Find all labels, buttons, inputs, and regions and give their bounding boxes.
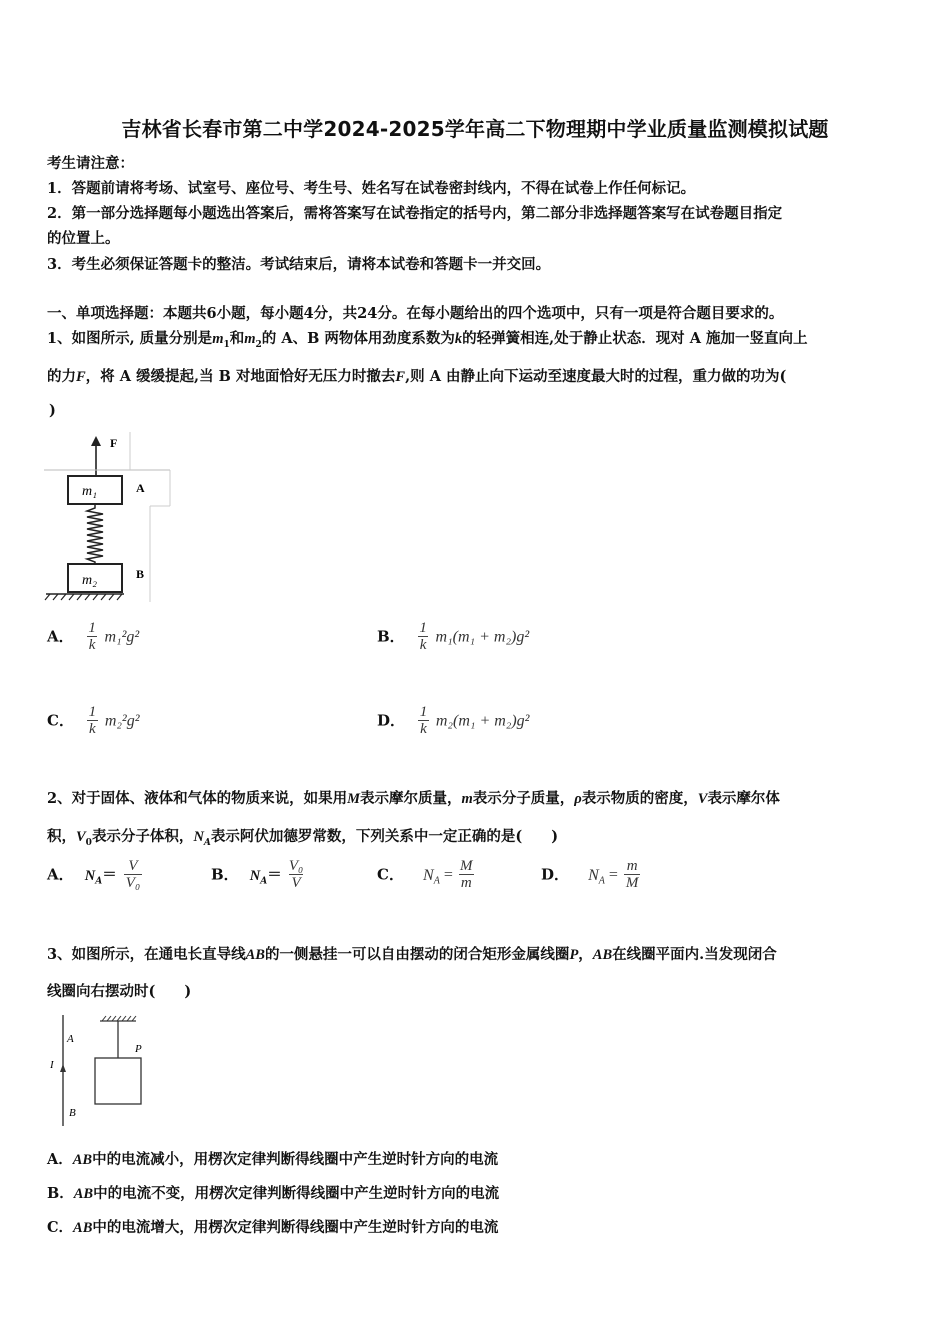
option-lhs: N xyxy=(588,866,599,884)
q2-text: 积， xyxy=(47,828,76,845)
ceiling-hatch xyxy=(102,1016,136,1021)
q1-m2-sub: 2 xyxy=(255,339,262,350)
option-label: D． xyxy=(377,711,406,730)
fraction-num: m xyxy=(626,858,638,874)
fraction xyxy=(459,858,474,892)
q3-line1 xyxy=(47,943,777,964)
q2-V: V xyxy=(697,791,708,807)
q2-option-b[interactable] xyxy=(211,858,305,892)
q2-rho: ρ xyxy=(574,791,582,807)
q3-text: ， xyxy=(578,946,593,963)
q3-option-c[interactable] xyxy=(47,1216,498,1237)
option-lhs-sub: A xyxy=(433,875,440,887)
q3-line2: 线圈向右摆动时( ) xyxy=(47,983,192,1000)
q1-line2 xyxy=(47,365,786,386)
q2-text: 表示摩尔质量， xyxy=(360,790,462,807)
notice-item-1: 1．答题前请将考场、试室号、座位号、考生号、姓名写在试卷密封线内，不得在试卷上作任何标记。 xyxy=(47,180,696,197)
q1-F: F xyxy=(395,369,406,385)
label-m1: m₁ xyxy=(82,484,97,499)
option-text: 中的电流减小，用楞次定律判断得线圈中产生逆时针方向的电流 xyxy=(92,1151,499,1168)
q3-AB: AB xyxy=(592,947,613,963)
option-label: B． xyxy=(377,627,405,646)
q2-text: 表示分子质量， xyxy=(472,790,575,807)
option-expr: m₁²g² xyxy=(104,628,140,646)
label-P: P xyxy=(135,1043,142,1055)
fraction xyxy=(624,858,641,892)
option-label: B． xyxy=(211,865,239,884)
q1-line3: ) xyxy=(49,402,56,419)
option-label: D． xyxy=(541,865,570,884)
label-A: A xyxy=(67,1033,74,1045)
option-label: A． xyxy=(47,627,74,646)
q1-m2: m xyxy=(244,331,256,347)
option-eq: = xyxy=(439,866,457,884)
q1-option-a[interactable] xyxy=(47,620,139,654)
fraction-den: M xyxy=(625,875,639,891)
q3-P: P xyxy=(569,947,579,963)
q1-text: 1、如图所示, 质量分别是 xyxy=(47,330,213,347)
q1-m1: m xyxy=(212,331,224,347)
q1-text: 的力 xyxy=(47,368,76,385)
q2-option-c[interactable] xyxy=(377,858,476,892)
option-label: A． xyxy=(47,865,74,884)
option-expr: m₂(m₁ + m₂)g² xyxy=(435,712,530,730)
q1-m1-sub: 1 xyxy=(223,339,230,350)
fraction xyxy=(289,858,303,892)
q2-text: 表示阿伏加德罗常数，下列关系中一定正确的是( ) xyxy=(210,828,559,845)
fraction xyxy=(87,620,98,654)
notice-item-3: 3．考生必须保证答题卡的整洁。考试结束后，请将本试卷和答题卡一并交回。 xyxy=(47,256,551,273)
q2-text: 表示摩尔体 xyxy=(707,790,780,807)
label-m2: m₂ xyxy=(82,573,97,588)
q2-V0: V xyxy=(76,829,86,845)
q2-option-a[interactable] xyxy=(47,858,144,892)
q2-V0-sub: 0 xyxy=(85,837,92,848)
force-arrowhead xyxy=(91,436,101,446)
fraction-num: 1 xyxy=(88,704,97,720)
option-label: C． xyxy=(377,865,404,884)
q1-text: ,则 A 由静止向下运动至速度最大时的过程，重力做的功为( xyxy=(405,368,787,385)
q1-option-c[interactable] xyxy=(47,704,140,738)
option-eq: = xyxy=(604,866,622,884)
option-lhs-sub: A xyxy=(260,876,268,887)
fraction-den: k xyxy=(88,637,96,653)
q2-line2 xyxy=(47,825,558,848)
page-title: 吉林省长春市第二中学2024-2025学年高二下物理期中学业质量监测模拟试题 xyxy=(121,117,829,141)
notice-heading: 考生请注意： xyxy=(47,155,134,172)
label-B: B xyxy=(136,567,145,581)
spring xyxy=(87,504,103,564)
q1-text: ，将 A 缓缓提起,当 B 对地面恰好无压力时撤去 xyxy=(85,368,396,385)
option-expr: m₂²g² xyxy=(104,712,140,730)
fraction-num: M xyxy=(460,858,473,874)
option-ab: AB xyxy=(72,1152,93,1168)
q3-option-b[interactable] xyxy=(47,1182,499,1203)
section-heading: 一、单项选择题：本题共6小题，每小题4分，共24分。在每小题给出的四个选项中，只有一项是符合题目要求的。 xyxy=(47,305,784,322)
option-label: C． xyxy=(47,1219,74,1236)
q1-text: 的轻弹簧相连,处于静止状态．现对 A 施加一竖直向上 xyxy=(462,330,808,347)
q1-F: F xyxy=(76,369,86,385)
option-lhs: N xyxy=(249,867,261,884)
option-eq: ＝ xyxy=(267,866,282,884)
current-arrow xyxy=(60,1064,66,1072)
q1-option-d[interactable] xyxy=(377,704,529,738)
fraction xyxy=(87,704,98,738)
fraction-den: k xyxy=(89,721,96,737)
option-lhs: N xyxy=(84,867,96,884)
option-text: 中的电流不变，用楞次定律判断得线圈中产生逆时针方向的电流 xyxy=(93,1185,500,1202)
option-ab: AB xyxy=(73,1220,93,1236)
q1-text: 的 A、B 两物体用劲度系数为 xyxy=(261,330,455,347)
ground-hatch xyxy=(45,594,122,600)
fraction-num: 1 xyxy=(419,704,428,720)
q3-AB: AB xyxy=(245,947,265,963)
fraction-num: V xyxy=(128,858,138,874)
option-lhs: N xyxy=(423,866,434,884)
q2-NA: N xyxy=(193,829,204,845)
fraction xyxy=(418,704,429,738)
q1-figure xyxy=(44,432,174,604)
q2-m: m xyxy=(461,791,473,807)
fraction-den: m xyxy=(460,875,472,891)
option-lhs-sub: A xyxy=(598,875,605,887)
fraction-den: k xyxy=(420,721,427,737)
coil-P xyxy=(95,1058,141,1104)
fraction-num: V₀ xyxy=(288,858,304,874)
option-label: A． xyxy=(47,1151,73,1168)
q3-text: 的一侧悬挂一可以自由摆动的闭合矩形金属线圈 xyxy=(264,946,570,963)
q3-option-a[interactable] xyxy=(47,1148,498,1169)
fraction xyxy=(124,858,142,892)
option-lhs-sub: A xyxy=(95,876,103,887)
q1-and: 和 xyxy=(229,330,245,347)
fraction-den: V xyxy=(291,875,301,891)
q3-figure xyxy=(44,1012,154,1130)
q2-option-d[interactable] xyxy=(541,858,642,892)
q2-text: 表示物质的密度， xyxy=(581,790,698,807)
option-eq: ＝ xyxy=(102,866,117,884)
fraction xyxy=(418,620,429,654)
q2-line1 xyxy=(47,787,780,808)
option-label: B． xyxy=(47,1185,74,1202)
q2-text: 2、对于固体、液体和气体的物质来说，如果用 xyxy=(47,790,348,807)
q3-text: 在线圈平面内.当发现闭合 xyxy=(612,946,777,963)
label-A: A xyxy=(136,481,145,495)
option-label: C． xyxy=(47,711,74,730)
fraction-den: k xyxy=(419,637,427,653)
label-I: I xyxy=(50,1059,54,1071)
label-F: F xyxy=(110,436,118,450)
option-ab: AB xyxy=(73,1186,94,1202)
fraction-num: 1 xyxy=(419,620,427,636)
q3-text: 3、如图所示，在通电长直导线 xyxy=(47,946,246,963)
q1-k: k xyxy=(454,331,463,347)
q2-M: M xyxy=(347,791,360,807)
notice-item-2: 2．第一部分选择题每小题选出答案后，需将答案写在试卷指定的括号内，第二部分非选择题答案写在试卷题目指定 xyxy=(47,205,783,222)
option-expr: m₁(m₁ + m₂)g² xyxy=(435,628,530,646)
q2-text: 表示分子体积， xyxy=(91,828,194,845)
q2-NA-sub: A xyxy=(203,837,211,848)
label-B: B xyxy=(69,1107,76,1119)
q1-line1 xyxy=(47,327,808,350)
q1-option-b[interactable] xyxy=(377,620,529,654)
notice-item-2-cont: 的位置上。 xyxy=(47,230,120,247)
fraction-num: 1 xyxy=(88,620,96,636)
fraction-den: V₀ xyxy=(125,875,141,891)
option-text: 中的电流增大，用楞次定律判断得线圈中产生逆时针方向的电流 xyxy=(92,1219,499,1236)
